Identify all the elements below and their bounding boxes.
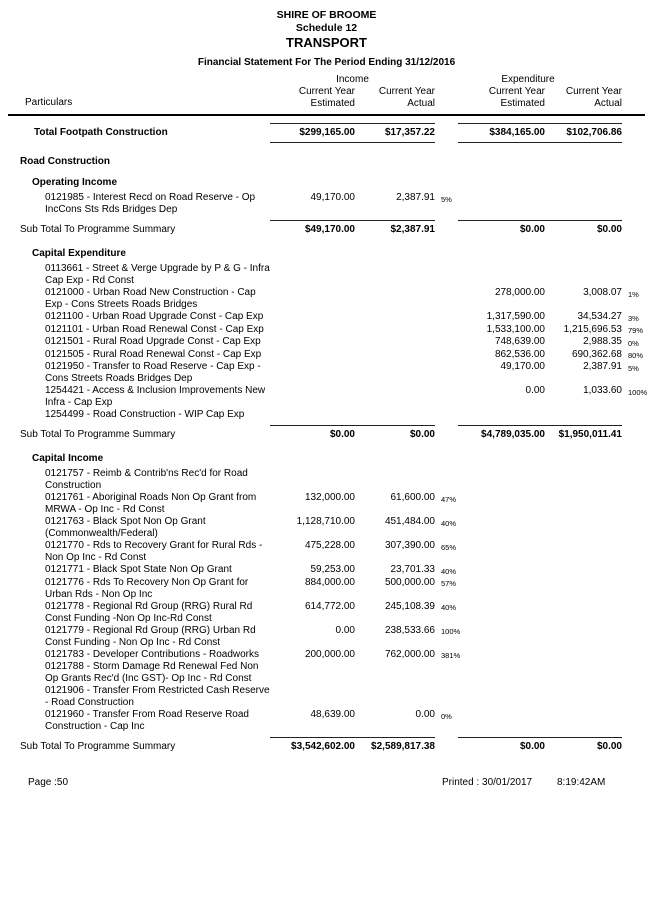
subsection-heading: Capital Expenditure [32,248,126,259]
schedule-label: Schedule 12 [295,22,358,34]
account-row [0,577,653,601]
expenditure-estimated-header [458,86,545,110]
account-expenditure-actual [545,192,622,193]
account-income-estimated [270,661,355,662]
account-income-percent [435,409,458,413]
account-income-actual [355,263,435,264]
column-group-header-row [0,73,653,86]
subtotal-expenditure-estimated: $0.00 [458,737,545,753]
subtotal-expenditure-estimated: $0.00 [458,220,545,236]
account-description: 0121783 - Developer Contributions - Roadworks [45,648,260,660]
account-description: 0121950 - Transfer to Road Reserve - Cap Exp - Cons Streets Roads Bridges Dep [45,361,261,384]
account-income-estimated: 1,128,710.00 [296,516,355,527]
account-income-percent: 65% [441,542,457,552]
account-expenditure-actual: 1,215,696.53 [563,323,622,335]
account-expenditure-actual [545,625,622,626]
account-expenditure-actual [545,468,622,469]
account-expenditure-estimated [458,409,545,410]
subtotal-income-percent [435,220,458,224]
account-row [0,324,653,337]
account-income-percent [435,311,458,315]
account-income-actual: 500,000.00 [384,576,435,588]
account-income-estimated [270,349,355,350]
subtotal-income-estimated: $3,542,602.00 [270,737,355,753]
account-expenditure-estimated [458,468,545,469]
account-description: 0121505 - Rural Road Renewal Const - Cap Exp [45,348,262,360]
account-row [0,263,653,287]
account-expenditure-estimated [458,577,545,578]
account-row [0,287,653,311]
account-income-actual [355,661,435,662]
account-row [0,540,653,564]
spacer [0,73,270,74]
spacer [622,86,653,87]
account-row [0,625,653,649]
account-description: 0121757 - Reimb & Contrib'ns Rec'd for Road Construction [45,468,248,491]
account-expenditure-estimated [458,516,545,517]
account-income-actual: 307,390.00 [384,540,435,551]
subtotal-expenditure-percent [622,220,653,224]
account-description: 0121761 - Aboriginal Roads Non Op Grant from MRWA - Op Inc - Rd Const [45,492,257,515]
current-year-label: Current Year [488,86,545,97]
account-income-actual: 61,600.00 [390,492,435,503]
account-income-actual: 451,484.00 [384,516,435,527]
printed-date: Printed : 30/01/2017 [442,777,533,788]
account-income-percent [435,661,458,665]
total-income-estimated: $299,165.00 [270,123,355,143]
section-heading: Road Construction [20,156,110,167]
account-expenditure-estimated: 0.00 [525,385,545,396]
estimated-label: Estimated [310,98,355,109]
account-income-estimated: 475,228.00 [304,540,355,551]
subtotal-row [0,425,653,441]
sections-container [0,156,653,753]
account-income-estimated: 200,000.00 [304,648,355,660]
account-income-estimated [270,311,355,312]
account-income-percent [435,324,458,328]
account-expenditure-estimated: 1,317,590.00 [486,311,545,322]
account-income-actual [355,361,435,362]
account-description: 0121771 - Black Spot State Non Op Grant [45,564,232,575]
account-expenditure-estimated [458,564,545,565]
account-description: 0121501 - Rural Road Upgrade Const - Cap Exp [45,336,261,347]
account-expenditure-estimated [458,263,545,264]
account-income-percent [435,361,458,365]
current-year-label: Current Year [378,86,435,97]
programme-title: TRANSPORT [286,35,367,50]
account-expenditure-estimated [458,540,545,541]
account-income-estimated [270,468,355,469]
account-expenditure-actual [545,685,622,686]
account-income-actual: 238,533.66 [384,624,435,636]
spacer [435,86,458,87]
account-row [0,385,653,409]
actual-label: Actual [594,98,622,109]
account-expenditure-percent [622,649,653,653]
account-expenditure-percent [622,263,653,267]
account-row [0,685,653,709]
subsection-heading: Operating Income [32,177,118,188]
account-expenditure-actual [545,540,622,541]
account-income-actual: 2,387.91 [396,192,435,203]
account-row [0,468,653,492]
subtotal-row [0,737,653,753]
subtotal-income-actual: $2,589,817.38 [355,737,435,753]
account-expenditure-percent [622,192,653,196]
account-description: 0121960 - Transfer From Road Reserve Road Construction - Cap Inc [45,709,249,732]
account-expenditure-percent [622,492,653,496]
account-expenditure-actual [545,601,622,602]
account-expenditure-actual: 2,988.35 [583,336,622,347]
account-income-percent [435,685,458,689]
subtotal-description: Sub Total To Programme Summary [20,741,176,752]
account-income-estimated [270,336,355,337]
account-description: 0121763 - Black Spot Non Op Grant (Commonwealth/Federal) [45,516,206,539]
account-expenditure-percent [622,409,653,413]
account-income-actual [355,349,435,350]
account-income-estimated [270,385,355,386]
account-row [0,336,653,349]
account-description: 0121778 - Regional Rd Group (RRG) Rural Rd Const Funding -Non Op Inc-Rd Const [45,600,253,624]
subtotal-expenditure-percent [622,737,653,741]
account-expenditure-actual [545,263,622,264]
account-expenditure-actual [545,564,622,565]
account-description: 0121788 - Storm Damage Rd Renewal Fed Non Op Grants Rec'd (Inc GST)- Op Inc - Rd Const [45,661,259,684]
subtotal-description: Sub Total To Programme Summary [20,429,176,440]
account-income-estimated [270,361,355,362]
total-row [0,123,653,143]
account-expenditure-percent: 5% [628,363,639,373]
account-income-percent: 40% [441,566,457,576]
account-description: 0121100 - Urban Road Upgrade Const - Cap Exp [45,311,264,322]
account-expenditure-actual: 3,008.07 [583,287,622,298]
expenditure-actual-header [545,86,622,110]
account-income-actual [355,287,435,288]
total-expenditure-actual: $102,706.86 [545,123,622,143]
subtotal-expenditure-percent [622,425,653,429]
account-income-estimated: 48,639.00 [310,709,355,720]
subtotal-income-percent [435,425,458,429]
account-row [0,564,653,577]
account-income-percent: 40% [441,603,457,612]
income-estimated-header [270,86,355,110]
account-expenditure-actual: 690,362.68 [571,348,622,360]
spacer [435,73,458,74]
account-income-percent: 47% [441,494,457,504]
account-description: 1254499 - Road Construction - WIP Cap Exp [45,409,245,420]
account-expenditure-actual [545,409,622,410]
account-description: 1254421 - Access & Inclusion Improvements New Infra - Cap Exp [45,385,266,408]
account-income-percent [435,287,458,291]
account-income-actual [355,685,435,686]
account-description: 0113661 - Street & Verge Upgrade by P & G - Infra Cap Exp - Rd Const [45,263,270,286]
account-description: 0121776 - Rds To Recovery Non Op Grant for Urban Rds - Non Op Inc [45,576,249,600]
account-expenditure-actual: 1,033.60 [583,385,622,396]
income-actual-header [355,86,435,110]
account-expenditure-percent: 0% [628,338,639,348]
organisation-name: SHIRE OF BROOME [276,9,377,21]
account-expenditure-estimated: 748,639.00 [494,336,545,347]
account-income-actual [355,336,435,337]
account-row [0,661,653,685]
particulars-header: Particulars [25,97,73,108]
subtotal-income-estimated: $49,170.00 [270,220,355,236]
account-expenditure-actual [545,492,622,493]
account-expenditure-percent: 1% [628,289,639,299]
column-header-row [0,86,653,110]
account-expenditure-percent: 80% [628,351,644,360]
account-row [0,409,653,421]
account-row [0,361,653,385]
account-expenditure-estimated [458,661,545,662]
account-income-estimated: 614,772.00 [304,600,355,612]
account-expenditure-estimated [458,709,545,710]
account-income-estimated: 49,170.00 [310,192,355,203]
account-description: 0121770 - Rds to Recovery Grant for Rural Rds - Non Op Inc - Rd Const [45,540,263,563]
account-row [0,709,653,733]
account-expenditure-estimated: 49,170.00 [500,361,545,372]
account-row [0,311,653,324]
subtotal-description: Sub Total To Programme Summary [20,224,176,235]
estimated-label: Estimated [500,98,545,109]
account-expenditure-percent [622,577,653,581]
account-expenditure-percent [622,709,653,713]
account-income-estimated [270,324,355,325]
account-income-percent: 5% [441,194,452,204]
subtotal-expenditure-actual: $1,950,011.41 [545,425,622,441]
spacer [622,73,653,74]
total-expenditure-estimated: $384,165.00 [458,123,545,143]
subtotal-row [0,220,653,236]
account-income-actual [355,468,435,469]
account-income-percent [435,336,458,340]
account-income-percent [435,385,458,389]
account-income-actual: 0.00 [415,709,435,720]
account-row [0,492,653,516]
account-description: 0121779 - Regional Rd Group (RRG) Urban Rd Const Funding - Non Op Inc - Rd Const [45,624,256,648]
account-income-estimated [270,685,355,686]
account-expenditure-percent [622,625,653,629]
account-row [0,601,653,625]
header-rule [8,114,645,116]
account-expenditure-percent [622,661,653,665]
account-expenditure-percent: 79% [628,326,644,335]
account-income-estimated: 0.00 [335,624,355,636]
account-description: 0121906 - Transfer From Restricted Cash Reserve - Road Construction [45,685,270,708]
subtotal-expenditure-actual: $0.00 [545,737,622,753]
account-income-actual: 23,701.33 [390,564,435,575]
account-income-estimated: 132,000.00 [304,492,355,503]
account-expenditure-actual [545,577,622,578]
account-income-percent: 0% [441,711,452,721]
income-group-header: Income [336,74,369,85]
account-expenditure-estimated [458,625,545,626]
account-expenditure-estimated: 278,000.00 [494,287,545,298]
account-income-actual [355,311,435,312]
account-description: 0121101 - Urban Road Renewal Const - Cap Exp [45,323,264,335]
account-income-actual: 245,108.39 [384,600,435,612]
expenditure-group-header: Expenditure [501,74,555,85]
account-row [0,192,653,216]
account-income-actual: 762,000.00 [384,648,435,660]
account-expenditure-percent [622,685,653,689]
account-income-percent: 381% [441,651,461,660]
subtotal-income-actual: $2,387.91 [355,220,435,236]
report-title-block [0,0,653,69]
account-expenditure-percent [622,564,653,568]
account-expenditure-estimated: 1,533,100.00 [486,323,545,335]
account-income-actual [355,409,435,410]
account-expenditure-actual: 2,387.91 [583,361,622,372]
account-row [0,649,653,662]
account-income-percent [435,349,458,353]
account-expenditure-percent [622,601,653,605]
account-expenditure-actual [545,516,622,517]
account-income-percent [435,263,458,267]
account-income-estimated: 884,000.00 [304,576,355,588]
account-income-estimated [270,409,355,410]
current-year-label: Current Year [565,86,622,97]
account-income-estimated: 59,253.00 [310,564,355,575]
spacer [435,123,458,124]
account-expenditure-percent [622,516,653,520]
account-income-actual [355,324,435,325]
account-income-estimated [270,287,355,288]
subtotal-expenditure-estimated: $4,789,035.00 [458,425,545,441]
account-income-percent [435,468,458,472]
spacer [622,123,653,124]
total-row-label: Total Footpath Construction [34,127,168,138]
page-footer [0,777,653,791]
account-description: 0121000 - Urban Road New Construction - Cap Exp - Cons Streets Roads Bridges [45,287,256,310]
account-expenditure-estimated [458,492,545,493]
account-row [0,349,653,362]
account-expenditure-estimated [458,685,545,686]
account-expenditure-estimated [458,601,545,602]
subtotal-income-percent [435,737,458,741]
page-number: Page :50 [28,777,69,788]
account-income-percent: 40% [441,518,457,528]
account-row [0,516,653,540]
account-expenditure-estimated [458,192,545,193]
statement-title: Financial Statement For The Period Ending 31/12/2016 [197,57,456,68]
account-expenditure-actual [545,661,622,662]
current-year-label: Current Year [298,86,355,97]
account-expenditure-actual [545,709,622,710]
account-expenditure-estimated: 862,536.00 [494,348,545,360]
account-expenditure-estimated [458,649,545,650]
account-expenditure-actual [545,649,622,650]
account-expenditure-percent: 3% [628,313,639,323]
subsection-heading: Capital Income [32,453,104,464]
printed-time: 8:19:42AM [557,777,606,788]
account-income-estimated [270,263,355,264]
account-income-percent: 100% [441,627,461,636]
account-description: 0121985 - Interest Recd on Road Reserve - Op IncCons Sts Rds Bridges Dep [45,192,256,215]
account-income-actual [355,385,435,386]
actual-label: Actual [407,98,435,109]
total-income-actual: $17,357.22 [355,123,435,143]
account-expenditure-percent [622,540,653,544]
account-expenditure-actual: 34,534.27 [577,311,622,322]
subtotal-income-actual: $0.00 [355,425,435,441]
account-expenditure-percent: 100% [628,387,648,397]
subtotal-expenditure-actual: $0.00 [545,220,622,236]
account-expenditure-percent [622,468,653,472]
account-income-percent: 57% [441,579,457,588]
subtotal-income-estimated: $0.00 [270,425,355,441]
